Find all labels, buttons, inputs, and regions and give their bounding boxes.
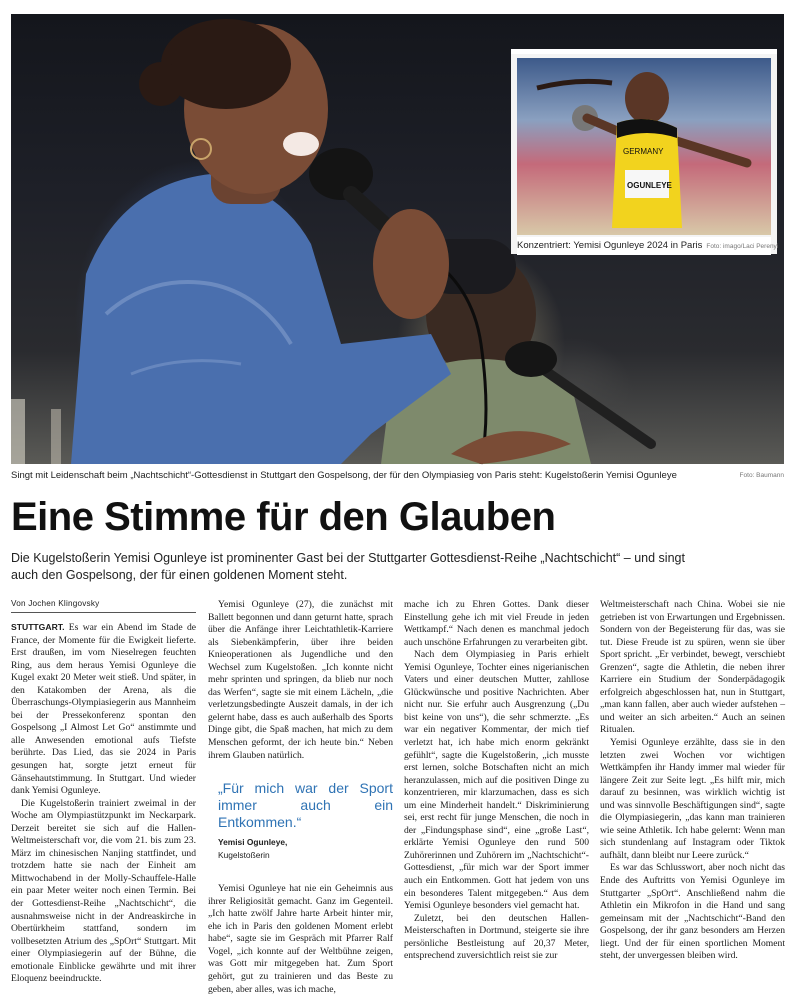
photo-caption: Singt mit Leidenschaft beim „Nachtschicht“-Gottesdienst in Stuttgart den Gospelsong, der für den Olympiasieg von Paris steht: Kugelstoßerin Yemisi Ogunleye [11, 470, 677, 481]
inset-caption [517, 237, 779, 255]
pull-quote-role: Kugelstoßerin [218, 849, 270, 860]
pull-quote-text: „Für mich war der Sport immer auch ein Entkommen.“ [218, 780, 393, 831]
column-4 [600, 599, 785, 963]
column-3 [404, 599, 589, 963]
headline: Eine Stimme für den Glauben [11, 495, 556, 539]
column-1 [11, 621, 196, 986]
paragraph: Es war das Schlusswort, aber noch nicht das Ende des Auftritts von Yemisi Ogunleye im Stuttgarter „SpOrt“. Anschließend nahm die Athletin ein Mikrofon in die Hand und sang gemeinsam mit der „Nachtschicht“-Band den Gospelsong, der ihr ganz besonders am Herzen liegt. Und der für einen sportlichen Moment steht, der unvergessen bleiben wird. [600, 862, 785, 962]
athlete-illustration [517, 58, 771, 235]
lead-paragraph: Die Kugelstoßerin Yemisi Ogunleye ist prominenter Gast bei der Stuttgarter Gottesdienst-Reihe „Nachtschicht“ – und singt auch den Gospelsong, der für einen goldenen Moment steht. [11, 551, 685, 582]
jersey-text: GERMANY [623, 147, 664, 156]
inset-credit: Foto: imago/Laci Perenyi [706, 243, 779, 250]
paragraph [11, 621, 196, 798]
column-2 [208, 599, 393, 996]
paragraph: Yemisi Ogunleye erzählte, dass sie in den letzten zwei Wochen vor wichtigen Wettkämpfen ihr Handy immer mal wieder für längere Zeit zur Seite legt. „Es hilft mir, mich darauf zu besinnen, was wirklich wichtig ist und was sinnvolle Beschäftigungen sind“, sagte die Olympiasiegerin, „das kann man trainieren wie seine Athletik. Ich habe gelernt: Wenn man sich stundenlang auf Instagram oder Tiktok aufhält, dann bleibt nur Leere zurück.“ [600, 737, 785, 861]
inset-photo [511, 49, 777, 254]
paragraph: Nach dem Olympiasieg in Paris erhielt Yemisi Ogunleye, Tochter eines nigerianischen Vaters und einer deutschen Mutter, zahllose Glückwünsche und positive Nachrichten. Aber nicht nur. Sie erfuhr auch Ausgrenzung („Du bist keine von uns“), die sehr schmerzte. „Es war ein negativer Kommentar, der mich tief verletzt hat, ich habe mich enorm gekränkt gefühlt“, sagte die Kugelstoßerin, „ich musste erst lernen, solche Botschaften nicht an mich heranzulassen, mich auf die positiven Dinge zu konzentrieren, mir klarzumachen, dass es sich um eine Minderheit handelt.“ Diskriminierung sei, erst recht für junge Menschen, die noch in der „Findungsphase sind“, eine „große Last“, erklärte Yemisi Ogunleye den rund 500 Zuhörerinnen und Zuhörern im „Nachtschicht“-Gottesdienst, „für mich war der Sport immer auch ein Entkommen. Gott hat jedem von uns ein besonderes Talent mitgegeben.“ Aus dem Yemisi Ogunleye besonders viel gemacht hat. [404, 649, 589, 912]
inset-image [517, 58, 771, 235]
photo-credit: Foto: Baumann [739, 472, 784, 479]
pull-quote-author: Yemisi Ogunleye, [218, 837, 288, 848]
pull-quote [218, 780, 393, 861]
paragraph: Die Kugelstoßerin trainiert zweimal in der Woche am Olympiastützpunkt im Neckarpark. Derzeit bereitet sie sich auf die Hallen-Weltmeisterschaft vor, die vom 21. bis zum 23. März im chinesischen Nanjing stattfindet, und trotzdem hatte sie nach der Einheit am Mittwochabend in der Molly-Schauffele-Halle ein paar Meter weiter noch einen Termin. Bei der Gottesdienst-Reihe „Nachtschicht“, die ausnahmsweise nicht in der Andreaskirche in Obertürkheim stattfand, sondern im vollbesetzten Atrium des „SpOrt“ Stuttgart. Mit einer Olympiasiegerin auf der Bühne, die emotionale Einblicke gewährte und mit ihrer Eloquenz beeindruckte. [11, 797, 196, 985]
main-photo [11, 14, 784, 464]
dateline: STUTTGART. [11, 622, 65, 632]
paragraph: mache ich zu Ehren Gottes. Dank dieser Einstellung gehe ich mit viel Freude in jeden Wettkampf.“ Nach denen es manchmal jedoch auch unschöne Erfahrungen zu verarbeiten gibt. [404, 599, 589, 648]
inset-caption-text: Konzentriert: Yemisi Ogunleye 2024 in Paris [517, 240, 703, 251]
byline: Von Jochen Klingovsky [11, 599, 196, 613]
paragraph: Yemisi Ogunleye (27), die zunächst mit Ballett begonnen und dann geturnt hatte, sprach über die Anfänge ihrer Leichtathletik-Karriere als Siebenkämpferin, über ihre beiden Knieoperationen als Jugendliche und den Wechsel zum Kugelstoßen. „Ich konnte nicht mehr sprinten und springen, da blieb nur noch das Werfen“, sagte sie mit einem Lächeln, „die verletzungsbedingte Auszeit damals, in der ich gelernt habe, dass es auch außerhalb des Sports Dinge gibt, die Spaß machen, hat mich zu dem Menschen geformt, der ich heute bin.“ Neben ihrem Glauben natürlich. [208, 599, 393, 761]
paragraph: Yemisi Ogunleye hat nie ein Geheimnis aus ihrer Religiosität gemacht. Ganz im Gegenteil. „Ich hatte zwölf Jahre harte Arbeit hinter mir, ehe ich in Paris den goldenen Moment erlebt habe“, sagte sie im Gespräch mit Pfarrer Ralf Vogel, „ich konnte auf der Weltbühne zeigen, was Gott mir mitgegeben hat. Zum Sport gehört, gut zu trainieren und das Beste zu geben, aber alles, was ich mache, [208, 883, 393, 995]
bib-name: OGUNLEYE [627, 181, 672, 190]
paragraph: Weltmeisterschaft nach China. Wobei sie nie getrieben ist von Erwartungen und Ergebnissen. Sondern von der Begeisterung für das, was sie tut. Diese Freude ist zu spüren, wenn sie über Sport spricht. „Er verbindet, bewegt, verschiebt Grenzen“, sagte die Athletin, die neben ihrer Karriere ein Studium der Sonderpädagogik erfolgreich abgeschlossen hat, nun in Stuttgart, „man kann fallen, aber auch wieder aufstehen – und weiter an sich arbeiten.“ Auch an seinen Ritualen. [600, 599, 785, 736]
paragraph-text: Es war ein Abend im Stade de France, der Momente für die Ewigkeit lieferte. Erst draußen, im vom Nieselregen feuchten Ring, aus dem heraus Yemisi Ogunleye die Kugel exakt 20 Meter weit stieß. Und später, in den Katakomben der Arena, als die Überraschungs-Olympiasiegerin aus Mannheim bei der Pressekonferenz spontan den Gospelsong „I Almost Let Go“ anstimmte und alle Anwesenden emotional aufs Tiefste berührte. Das Lied, das sie 2024 in Paris gesungen hat, sorgte jetzt erneut für Gänsehautstimmung. In Stuttgart. Und wieder dank Yemisi Ogunleye. [11, 622, 196, 797]
paragraph: Zuletzt, bei den deutschen Hallen-Meisterschaften in Dortmund, steigerte sie ihre persönliche Bestleistung auf 20,37 Meter, entsprechend zuversichtlich reist sie zur [404, 912, 589, 962]
